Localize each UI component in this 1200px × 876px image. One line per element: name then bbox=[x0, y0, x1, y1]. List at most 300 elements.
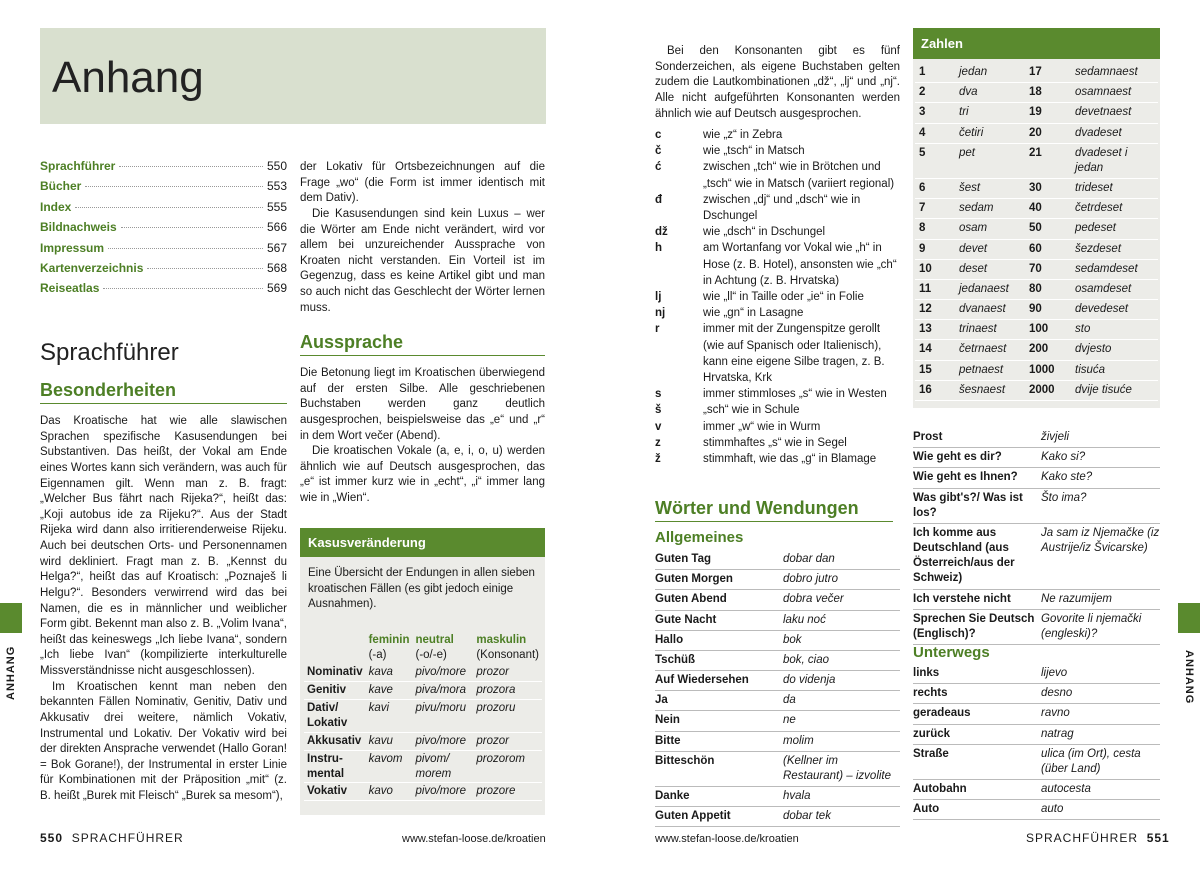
number: 50 bbox=[1025, 219, 1071, 239]
number: 20 bbox=[1025, 123, 1071, 143]
list-item bbox=[655, 143, 900, 159]
letter: dž bbox=[655, 226, 668, 239]
phrase-german: Guten Tag bbox=[655, 550, 783, 570]
toc-page: 567 bbox=[266, 240, 287, 255]
number-word: sedam bbox=[955, 199, 1025, 219]
kasus-ending: (-o/-e) bbox=[415, 648, 447, 661]
table-row bbox=[915, 123, 1158, 143]
toc-title[interactable]: Bücher bbox=[40, 179, 82, 194]
table-row bbox=[913, 704, 1160, 724]
number: 80 bbox=[1025, 279, 1071, 299]
kasus-gender: neutral bbox=[415, 634, 454, 646]
kasus-form: prozoru bbox=[473, 699, 542, 732]
kasus-form: pivo/more bbox=[412, 783, 473, 801]
table-row bbox=[655, 731, 900, 751]
phrase-german: Bitteschön bbox=[655, 751, 783, 786]
number-word: dvadeset i jedan bbox=[1071, 143, 1158, 178]
page-number: 551 bbox=[1146, 831, 1170, 845]
phrase-table-unterwegs bbox=[913, 664, 1160, 820]
phrase-german: Prost bbox=[913, 428, 1041, 448]
phrase-croatian: živjeli bbox=[1041, 428, 1160, 448]
table-row bbox=[915, 360, 1158, 380]
phrase-croatian: (Kellner im Restaurant) – izvolite bbox=[783, 751, 900, 786]
list-item bbox=[655, 305, 900, 321]
kasus-case: Akkusativ bbox=[304, 732, 366, 750]
toc-entry[interactable] bbox=[40, 158, 287, 178]
kasus-case: Vokativ bbox=[304, 783, 366, 801]
number-word: sedamnaest bbox=[1071, 63, 1158, 83]
toc-title[interactable]: Bildnachweis bbox=[40, 220, 117, 235]
list-item bbox=[655, 451, 900, 467]
kasus-case: Dativ/ Lokativ bbox=[304, 699, 366, 732]
letter-description: wie „dsch“ in Dschungel bbox=[703, 226, 826, 239]
phrase-croatian: auto bbox=[1041, 800, 1160, 820]
col3-intro: Bei den Konsonanten gibt es fünf Sonderzeichen, als eigene Buchstaben gelten zudem die Lautkombinationen „dž“, „lj“ und „nj“. Alle nicht aufgeführten Konsonanten werden ähnlich wie auf Deutsch ausgesprochen. bbox=[655, 45, 900, 120]
letter-description: stimmhaftes „s“ wie in Segel bbox=[703, 436, 847, 449]
phrase-german: Hallo bbox=[655, 630, 783, 650]
number: 17 bbox=[1025, 63, 1071, 83]
phrase-german: Sprechen Sie Deutsch (Englisch)? bbox=[913, 609, 1041, 644]
letter: đ bbox=[655, 193, 663, 206]
list-item bbox=[655, 435, 900, 451]
letter-description: stimmhaft, wie das „g“ in Blamage bbox=[703, 453, 877, 466]
kasus-form: pivo/more bbox=[412, 664, 473, 681]
paragraph: der Lokativ für Ortsbezeichnungen auf die Frage „wo“ (die Form ist immer identisch mit dem Dativ). bbox=[300, 161, 545, 205]
kasus-ending: (-a) bbox=[368, 648, 387, 661]
number-word: sto bbox=[1071, 320, 1158, 340]
number: 11 bbox=[915, 279, 955, 299]
table-row bbox=[913, 448, 1160, 468]
letter: c bbox=[655, 129, 662, 141]
number-word: devet bbox=[955, 239, 1025, 259]
letter: ž bbox=[655, 453, 661, 466]
paragraph: Die Betonung liegt im Kroatischen überwiegend auf der ersten Silbe. Alle geschriebenen Buchstaben werden ganz deutlich ausgesprochen, beispielsweise das „e“ und „r“ in dem Wort večer (Abend). bbox=[300, 367, 545, 442]
side-tab-left bbox=[0, 603, 22, 633]
kasus-form: kavi bbox=[366, 699, 413, 732]
footer-right bbox=[1026, 830, 1170, 847]
subheading-besonderheiten: Besonderheiten bbox=[40, 380, 177, 400]
phrase-german: Auto bbox=[913, 800, 1041, 820]
phrase-croatian: lijevo bbox=[1041, 664, 1160, 684]
number-word: šezdeset bbox=[1071, 239, 1158, 259]
letter: lj bbox=[655, 291, 662, 304]
toc-title[interactable]: Reiseatlas bbox=[40, 281, 100, 296]
kasus-case: Nominativ bbox=[304, 664, 366, 681]
side-tab-right bbox=[1178, 603, 1200, 633]
letter: nj bbox=[655, 307, 666, 320]
phrase-german: Bitte bbox=[655, 731, 783, 751]
footer-left bbox=[40, 830, 184, 847]
phrase-croatian: natrag bbox=[1041, 724, 1160, 744]
number: 6 bbox=[915, 179, 955, 199]
number-word: šest bbox=[955, 179, 1025, 199]
phrase-croatian: dobra večer bbox=[783, 590, 900, 610]
table-row bbox=[913, 589, 1160, 609]
kasus-form: prozor bbox=[473, 664, 542, 681]
toc-leader bbox=[121, 227, 263, 228]
table-row bbox=[913, 428, 1160, 448]
number-word: tisuća bbox=[1071, 360, 1158, 380]
phrase-german: geradeaus bbox=[913, 704, 1041, 724]
number: 200 bbox=[1025, 340, 1071, 360]
number-word: trinaest bbox=[955, 320, 1025, 340]
table-row bbox=[915, 259, 1158, 279]
number: 15 bbox=[915, 360, 955, 380]
toc-page: 553 bbox=[266, 179, 287, 194]
toc-leader bbox=[147, 268, 263, 269]
number-word: osam bbox=[955, 219, 1025, 239]
number: 100 bbox=[1025, 320, 1071, 340]
phrase-german: Wie geht es Ihnen? bbox=[913, 468, 1041, 488]
heading-rule bbox=[655, 521, 893, 522]
kasus-form: pivo/more bbox=[412, 732, 473, 750]
phrase-croatian: Kako si? bbox=[1041, 448, 1160, 468]
toc-leader bbox=[103, 288, 263, 289]
table-row bbox=[304, 750, 542, 783]
table-row bbox=[913, 523, 1160, 589]
number: 60 bbox=[1025, 239, 1071, 259]
phrase-croatian: Govorite li njemački (engleski)? bbox=[1041, 609, 1160, 644]
phrase-croatian: autocesta bbox=[1041, 780, 1160, 800]
phrase-croatian: bok, ciao bbox=[783, 650, 900, 670]
number: 4 bbox=[915, 123, 955, 143]
phrase-german: Guten Appetit bbox=[655, 807, 783, 827]
table-row bbox=[915, 143, 1158, 178]
side-label-right: ANHANG bbox=[1183, 650, 1195, 705]
letter: s bbox=[655, 388, 662, 401]
number: 5 bbox=[915, 143, 955, 178]
table-row bbox=[655, 570, 900, 590]
list-item bbox=[655, 192, 900, 224]
letter: š bbox=[655, 404, 662, 417]
kasus-form: kavo bbox=[366, 783, 413, 801]
page-number: 550 bbox=[40, 831, 64, 845]
number: 1 bbox=[915, 63, 955, 83]
number-word: šesnaest bbox=[955, 380, 1025, 400]
toc-page: 555 bbox=[266, 199, 287, 214]
list-item bbox=[655, 386, 900, 402]
kasus-form: prozorom bbox=[473, 750, 542, 783]
col2-body bbox=[300, 160, 545, 316]
number-word: dvanaest bbox=[955, 300, 1025, 320]
number: 7 bbox=[915, 199, 955, 219]
list-item bbox=[655, 240, 900, 289]
kasus-form: piva/mora bbox=[412, 681, 473, 699]
table-row bbox=[915, 199, 1158, 219]
phrase-german: links bbox=[913, 664, 1041, 684]
number: 3 bbox=[915, 103, 955, 123]
table-row bbox=[913, 468, 1160, 488]
toc-title[interactable]: Kartenverzeichnis bbox=[40, 260, 144, 275]
number: 90 bbox=[1025, 300, 1071, 320]
number-word: osamnaest bbox=[1071, 83, 1158, 103]
kasus-form: kava bbox=[366, 664, 413, 681]
paragraph: Das Kroatische hat wie alle slawischen Sprachen spezifische Kasusendungen bei Substantiven. Das heißt, der Vokal am Ende eines Wortes kann sich verändern, was auch für Eigennamen gilt. Wenn man z. B. fragt: „Welcher Bus fährt nach Rijeka?“, heißt das: „Koji autobus ide za Rijeku?“. Aus der Stadt Rijeka wird dann also irritierenderweise Rijeku. Auch bei deutschen Orts- und Personennamen wird dekliniert. Fragt man z. B. „Kennst du Helga?“, heißt das auf Kroatisch: „Poznaješ li Helgu?“. Besonders verwirrend wird das bei Namen, die es in männlicher und weiblicher Form gibt. Bekennt man also z. B. „Volim Ivana“, heißt das keineswegs „Ich liebe Ivana“, sondern „Ich liebe Ivan“ (kompilizierte interkulturelle Missverständnisse nicht ausgeschlossen). bbox=[40, 415, 287, 677]
number-word: devedeset bbox=[1071, 300, 1158, 320]
phrase-german: Ja bbox=[655, 691, 783, 711]
number-word: dva bbox=[955, 83, 1025, 103]
kasus-gender: maskulin bbox=[476, 634, 527, 646]
phrase-croatian: dobro jutro bbox=[783, 570, 900, 590]
kasus-form: kave bbox=[366, 681, 413, 699]
kasus-form: kavu bbox=[366, 732, 413, 750]
phrase-croatian: molim bbox=[783, 731, 900, 751]
footer-section: SPRACHFÜHRER bbox=[1026, 831, 1139, 845]
number: 1000 bbox=[1025, 360, 1071, 380]
table-row bbox=[304, 732, 542, 750]
kasus-box-title: Kasusveränderung bbox=[300, 528, 545, 557]
phrase-croatian: dobar dan bbox=[783, 550, 900, 570]
table-row bbox=[915, 103, 1158, 123]
toc-entry[interactable] bbox=[40, 240, 287, 260]
letter: č bbox=[655, 145, 662, 158]
phrase-croatian: bok bbox=[783, 630, 900, 650]
phrase-croatian: laku noć bbox=[783, 610, 900, 630]
letter-description: immer „w“ wie in Wurm bbox=[703, 420, 821, 433]
subheading-allgemeines: Allgemeines bbox=[655, 529, 744, 546]
number: 2000 bbox=[1025, 380, 1071, 400]
letter-description: zwischen „tch“ wie in Brötchen und „tsch“ wie in Matsch (variiert regional) bbox=[703, 161, 895, 190]
toc-entry[interactable] bbox=[40, 178, 287, 198]
letter-description: „sch“ wie in Schule bbox=[703, 404, 800, 417]
kasus-table bbox=[304, 632, 542, 801]
toc-page: 569 bbox=[266, 281, 287, 296]
table-row bbox=[655, 711, 900, 731]
phrase-german: Was gibt's?/ Was ist los? bbox=[913, 488, 1041, 523]
phrase-croatian: ulica (im Ort), cesta (über Land) bbox=[1041, 744, 1160, 779]
phrase-german: rechts bbox=[913, 684, 1041, 704]
page-title: Anhang bbox=[52, 53, 204, 102]
toc-title[interactable]: Sprachführer bbox=[40, 159, 116, 173]
number-word: dvadeset bbox=[1071, 123, 1158, 143]
toc-page: 550 bbox=[266, 159, 287, 173]
zahlen-title: Zahlen bbox=[913, 28, 1160, 59]
table-row bbox=[304, 664, 542, 681]
kasus-header-row bbox=[304, 632, 542, 664]
table-row bbox=[915, 300, 1158, 320]
toc-page: 566 bbox=[266, 220, 287, 235]
letter-description: wie „tsch“ in Matsch bbox=[703, 145, 805, 158]
table-row bbox=[655, 630, 900, 650]
kasus-intro: Eine Übersicht der Endungen in allen sieben kroatischen Fällen (es gibt jedoch einige Ausnahmen). bbox=[308, 567, 535, 611]
phrase-german: Guten Morgen bbox=[655, 570, 783, 590]
list-item bbox=[655, 321, 900, 386]
table-row bbox=[915, 380, 1158, 400]
number-word: pet bbox=[955, 143, 1025, 178]
table-row bbox=[655, 787, 900, 807]
number-word: četrdeset bbox=[1071, 199, 1158, 219]
number-word: trideset bbox=[1071, 179, 1158, 199]
toc-entry[interactable] bbox=[40, 199, 287, 219]
number-word: osamdeset bbox=[1071, 279, 1158, 299]
paragraph: Die kroatischen Vokale (a, e, i, o, u) werden ähnlich wie auf Deutsch ausgesprochen, das „e“ ist immer kurz wie in „echt“, „i“ immer lang wie in „Wien“. bbox=[300, 445, 545, 504]
paragraph: Im Kroatischen kennt man neben den bekannten Fällen Nominativ, Genitiv, Dativ und Akkusativ drei weitere, nämlich Vokativ, Instrumental und Lokativ. Der Vokativ wird bei der direkten Ansprache verwendet (Hallo Goran! = Bok Gorane!), der Instrumental in erster Linie für Kombinationen mit der Präposition „mit“ (z. B. heißt „Burek mit Fleisch“ „Burek sa mesom“), bbox=[40, 680, 287, 802]
number: 16 bbox=[915, 380, 955, 400]
kasus-case: Genitiv bbox=[304, 681, 366, 699]
table-row bbox=[915, 179, 1158, 199]
number: 70 bbox=[1025, 259, 1071, 279]
toc-entry[interactable] bbox=[40, 219, 287, 239]
table-row bbox=[304, 783, 542, 801]
heading-aussprache: Aussprache bbox=[300, 332, 404, 352]
toc-leader bbox=[75, 207, 263, 208]
table-row bbox=[915, 219, 1158, 239]
phrase-table-misc bbox=[913, 428, 1160, 645]
phrase-table-allgemeines bbox=[655, 550, 900, 827]
kasus-case: Instrumental bbox=[304, 750, 366, 783]
list-item bbox=[655, 127, 900, 143]
list-item bbox=[655, 402, 900, 418]
col2-aussprache-body bbox=[300, 366, 545, 507]
number-word: petnaest bbox=[955, 360, 1025, 380]
number: 14 bbox=[915, 340, 955, 360]
phrase-croatian: ne bbox=[783, 711, 900, 731]
letter-description: am Wortanfang vor Vokal wie „h“ in Hose (z. B. Hotel), ansonsten wie „ch“ in Achtung (z. B. Hrvatska) bbox=[703, 242, 897, 287]
left-body bbox=[40, 414, 287, 805]
number-word: pedeset bbox=[1071, 219, 1158, 239]
table-row bbox=[915, 320, 1158, 340]
kasus-form: pivom/ morem bbox=[412, 750, 473, 783]
phrase-croatian: desno bbox=[1041, 684, 1160, 704]
footer-section: SPRACHFÜHRER bbox=[71, 831, 184, 845]
list-item bbox=[655, 224, 900, 240]
letter-description: wie „ll“ in Taille oder „ie“ in Folie bbox=[703, 291, 864, 304]
kasus-form: prozor bbox=[473, 732, 542, 750]
list-item bbox=[655, 159, 900, 191]
number-word: jedanaest bbox=[955, 279, 1025, 299]
table-row bbox=[915, 340, 1158, 360]
phrase-german: Guten Abend bbox=[655, 590, 783, 610]
phrase-croatian: Što ima? bbox=[1041, 488, 1160, 523]
table-row bbox=[915, 83, 1158, 103]
kasus-corner bbox=[304, 632, 366, 664]
number: 13 bbox=[915, 320, 955, 340]
number-word: sedamdeset bbox=[1071, 259, 1158, 279]
toc-title[interactable]: Impressum bbox=[40, 240, 105, 255]
table-row bbox=[915, 63, 1158, 83]
letter: h bbox=[655, 242, 663, 255]
table-of-contents bbox=[40, 158, 287, 301]
phrase-german: Wie geht es dir? bbox=[913, 448, 1041, 468]
number-word: tri bbox=[955, 103, 1025, 123]
table-row bbox=[655, 610, 900, 630]
number: 12 bbox=[915, 300, 955, 320]
letter-description: immer mit der Zungenspitze gerollt (wie auf Spanisch oder Italienisch), kann eine eigene Silbe tragen, z. B. Hrvatska, Krk bbox=[703, 323, 885, 385]
number-word: jedan bbox=[955, 63, 1025, 83]
phrase-german: Danke bbox=[655, 787, 783, 807]
table-row bbox=[655, 650, 900, 670]
table-row bbox=[913, 664, 1160, 684]
kasus-gender: feminin bbox=[368, 634, 410, 646]
table-row bbox=[655, 807, 900, 827]
number: 30 bbox=[1025, 179, 1071, 199]
table-row bbox=[655, 691, 900, 711]
heading-rule bbox=[300, 355, 545, 356]
phrase-german: Ich verstehe nicht bbox=[913, 589, 1041, 609]
toc-title[interactable]: Index bbox=[40, 199, 72, 214]
table-row bbox=[915, 239, 1158, 259]
side-label-left: ANHANG bbox=[5, 645, 17, 700]
number-word: dvjesto bbox=[1071, 340, 1158, 360]
toc-page: 568 bbox=[266, 260, 287, 275]
footer-url-left[interactable]: www.stefan-loose.de/kroatien bbox=[402, 833, 546, 845]
heading-rule bbox=[40, 403, 287, 404]
kasus-ending: (Konsonant) bbox=[476, 648, 539, 661]
phrase-german: Gute Nacht bbox=[655, 610, 783, 630]
table-row bbox=[913, 800, 1160, 820]
table-row bbox=[913, 609, 1160, 644]
number-word: četiri bbox=[955, 123, 1025, 143]
kasus-col-header bbox=[412, 632, 473, 664]
toc-leader bbox=[119, 166, 263, 167]
number: 8 bbox=[915, 219, 955, 239]
letter: z bbox=[655, 436, 661, 449]
table-row bbox=[655, 550, 900, 570]
toc-entry[interactable] bbox=[40, 260, 287, 280]
table-row bbox=[913, 744, 1160, 779]
table-row bbox=[913, 684, 1160, 704]
phrase-croatian: hvala bbox=[783, 787, 900, 807]
paragraph: Die Kasusendungen sind kein Luxus – wer die Wörter am Ende nicht verändert, wird vor allem bei unzureichender Aussprache von Kroaten nicht verstanden. Ein Vorteil ist im Gegenzug, dass es keine Artikel gibt und man so auch nicht das Geschlecht der Wörter lernen muss. bbox=[300, 207, 545, 314]
table-row bbox=[655, 590, 900, 610]
table-row bbox=[655, 671, 900, 691]
phrase-croatian: dobar tek bbox=[783, 807, 900, 827]
letter: ć bbox=[655, 161, 662, 174]
kasus-form: prozore bbox=[473, 783, 542, 801]
number-word: deset bbox=[955, 259, 1025, 279]
phrase-croatian: da bbox=[783, 691, 900, 711]
toc-entry[interactable] bbox=[40, 280, 287, 300]
number-word: četrnaest bbox=[955, 340, 1025, 360]
phrase-croatian: Ja sam iz Njemačke (iz Austrije/iz Švicarske) bbox=[1041, 523, 1160, 589]
phrase-croatian: Ne razumijem bbox=[1041, 589, 1160, 609]
number: 40 bbox=[1025, 199, 1071, 219]
table-row bbox=[913, 488, 1160, 523]
kasus-form: prozora bbox=[473, 681, 542, 699]
number-word: dvije tisuće bbox=[1071, 380, 1158, 400]
subheading-unterwegs: Unterwegs bbox=[913, 644, 990, 661]
number: 19 bbox=[1025, 103, 1071, 123]
number-word: devetnaest bbox=[1071, 103, 1158, 123]
letter-description: wie „gn“ in Lasagne bbox=[703, 307, 804, 320]
phrase-croatian: do videnja bbox=[783, 671, 900, 691]
number: 9 bbox=[915, 239, 955, 259]
table-row bbox=[655, 751, 900, 786]
kasus-form: pivu/moru bbox=[412, 699, 473, 732]
table-row bbox=[304, 681, 542, 699]
table-row bbox=[915, 279, 1158, 299]
phrase-german: Ich komme aus Deutschland (aus Österreich/aus der Schweiz) bbox=[913, 523, 1041, 589]
phrase-german: Auf Wiedersehen bbox=[655, 671, 783, 691]
letter: r bbox=[655, 323, 660, 336]
letter-description: zwischen „dj“ und „dsch“ wie in Dschungel bbox=[703, 193, 861, 223]
toc-leader bbox=[108, 248, 263, 249]
phrase-german: Straße bbox=[913, 744, 1041, 779]
phrase-german: Tschüß bbox=[655, 650, 783, 670]
number: 2 bbox=[915, 83, 955, 103]
zahlen-table bbox=[915, 63, 1158, 401]
footer-url-right[interactable]: www.stefan-loose.de/kroatien bbox=[655, 833, 799, 845]
list-item bbox=[655, 289, 900, 305]
letter: v bbox=[655, 420, 662, 433]
phrase-german: Nein bbox=[655, 711, 783, 731]
letter-description: immer stimmloses „s“ wie in Westen bbox=[703, 388, 887, 401]
letter-list bbox=[655, 127, 900, 467]
number: 21 bbox=[1025, 143, 1071, 178]
list-item bbox=[655, 419, 900, 435]
phrase-croatian: ravno bbox=[1041, 704, 1160, 724]
heading-woerter: Wörter und Wendungen bbox=[655, 498, 859, 518]
